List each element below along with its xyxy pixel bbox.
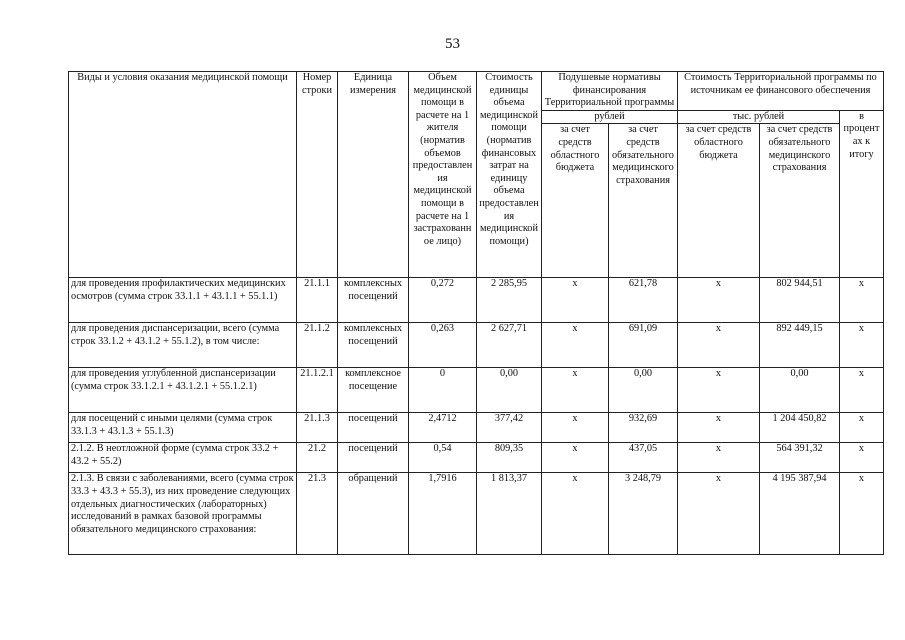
- row-volume: 2,4712: [409, 413, 477, 443]
- row-pc-oms: 691,09: [609, 323, 678, 368]
- row-unit: посещений: [338, 443, 409, 473]
- row-number: 21.2: [297, 443, 338, 473]
- row-cost: 1 813,37: [477, 473, 542, 555]
- row-unit: посещений: [338, 413, 409, 443]
- row-volume: 0: [409, 368, 477, 413]
- row-tc-budget: х: [678, 443, 760, 473]
- row-tc-oms: 564 391,32: [760, 443, 840, 473]
- row-name: для проведения диспансеризации, всего (сумма строк 33.1.2 + 43.1.2 + 55.1.2), в том числе:: [69, 323, 297, 368]
- header-oms-funds-2: за счет средств обязательного медицинского страхования: [760, 124, 840, 278]
- row-name: 2.1.3. В связи с заболеваниями, всего (сумма строк 33.3 + 43.3 + 55.3), из них проведение следующих отдельных диагностических (лабораторных) исследований в рамках базовой программы обязательного медицинского страхования:: [69, 473, 297, 555]
- header-regional-budget: за счет средств областного бюджета: [542, 124, 609, 278]
- row-percent: х: [840, 473, 884, 555]
- row-pc-oms: 621,78: [609, 278, 678, 323]
- row-name: для проведения углубленной диспансеризации (сумма строк 33.1.2.1 + 43.1.2.1 + 55.1.2.1): [69, 368, 297, 413]
- row-number: 21.3: [297, 473, 338, 555]
- row-pc-budget: х: [542, 443, 609, 473]
- row-percent: х: [840, 278, 884, 323]
- table-row: [69, 278, 884, 323]
- row-cost: 2 285,95: [477, 278, 542, 323]
- header-volume: Объем медицинской помощи в расчете на 1 жителя (норматив объемов предоставления медицинской помощи в расчете на 1 застрахованное лицо): [409, 72, 477, 278]
- row-tc-oms: 802 944,51: [760, 278, 840, 323]
- row-tc-oms: 4 195 387,94: [760, 473, 840, 555]
- header-oms-funds: за счет средств обязательного медицинского страхования: [609, 124, 678, 278]
- row-name: 2.1.2. В неотложной форме (сумма строк 33.2 + 43.2 + 55.2): [69, 443, 297, 473]
- row-volume: 0,263: [409, 323, 477, 368]
- row-tc-budget: х: [678, 413, 760, 443]
- row-pc-oms: 3 248,79: [609, 473, 678, 555]
- row-pc-budget: х: [542, 368, 609, 413]
- header-per-capita: Подушевые нормативы финансирования Территориальной программы: [542, 72, 678, 111]
- row-tc-oms: 892 449,15: [760, 323, 840, 368]
- header-unit: Единица измерения: [338, 72, 409, 278]
- row-tc-oms: 0,00: [760, 368, 840, 413]
- financing-table: [68, 71, 884, 555]
- row-tc-budget: х: [678, 278, 760, 323]
- row-percent: х: [840, 443, 884, 473]
- page-number: 53: [445, 36, 460, 52]
- table-row: [69, 368, 884, 413]
- row-name: для посещений с иными целями (сумма строк 33.1.3 + 43.1.3 + 55.1.3): [69, 413, 297, 443]
- row-tc-budget: х: [678, 473, 760, 555]
- row-tc-budget: х: [678, 323, 760, 368]
- row-cost: 809,35: [477, 443, 542, 473]
- row-number: 21.1.2.1: [297, 368, 338, 413]
- row-unit: комплексных посещений: [338, 278, 409, 323]
- row-number: 21.1.3: [297, 413, 338, 443]
- header-thousand-rubles: тыс. рублей: [678, 110, 840, 124]
- row-volume: 0,54: [409, 443, 477, 473]
- table-row: [69, 413, 884, 443]
- row-pc-budget: х: [542, 413, 609, 443]
- header-territorial-cost: Стоимость Территориальной программы по источникам ее финансового обеспечения: [678, 72, 884, 111]
- row-tc-budget: х: [678, 368, 760, 413]
- row-name: для проведения профилактических медицинских осмотров (сумма строк 33.1.1 + 43.1.1 + 55.1.1): [69, 278, 297, 323]
- row-volume: 0,272: [409, 278, 477, 323]
- header-rubles: рублей: [542, 110, 678, 124]
- row-percent: х: [840, 323, 884, 368]
- row-cost: 0,00: [477, 368, 542, 413]
- row-pc-budget: х: [542, 278, 609, 323]
- row-pc-oms: 932,69: [609, 413, 678, 443]
- row-pc-budget: х: [542, 323, 609, 368]
- row-unit: комплексное посещение: [338, 368, 409, 413]
- table-row: [69, 323, 884, 368]
- row-volume: 1,7916: [409, 473, 477, 555]
- row-unit: комплексных посещений: [338, 323, 409, 368]
- row-percent: х: [840, 413, 884, 443]
- header-row-number: Номер строки: [297, 72, 338, 278]
- row-number: 21.1.2: [297, 323, 338, 368]
- row-cost: 377,42: [477, 413, 542, 443]
- row-number: 21.1.1: [297, 278, 338, 323]
- table-row: [69, 473, 884, 555]
- row-pc-oms: 0,00: [609, 368, 678, 413]
- row-percent: х: [840, 368, 884, 413]
- header-percent: в процентах к итогу: [840, 110, 884, 278]
- header-regional-budget-2: за счет средств областного бюджета: [678, 124, 760, 278]
- header-cost: Стоимость единицы объема медицинской помощи (норматив финансовых затрат на единицу объема предоставления медицинской помощи): [477, 72, 542, 278]
- row-pc-budget: х: [542, 473, 609, 555]
- table-row: [69, 443, 884, 473]
- row-cost: 2 627,71: [477, 323, 542, 368]
- header-kinds: Виды и условия оказания медицинской помощи: [69, 72, 297, 278]
- row-tc-oms: 1 204 450,82: [760, 413, 840, 443]
- row-unit: обращений: [338, 473, 409, 555]
- row-pc-oms: 437,05: [609, 443, 678, 473]
